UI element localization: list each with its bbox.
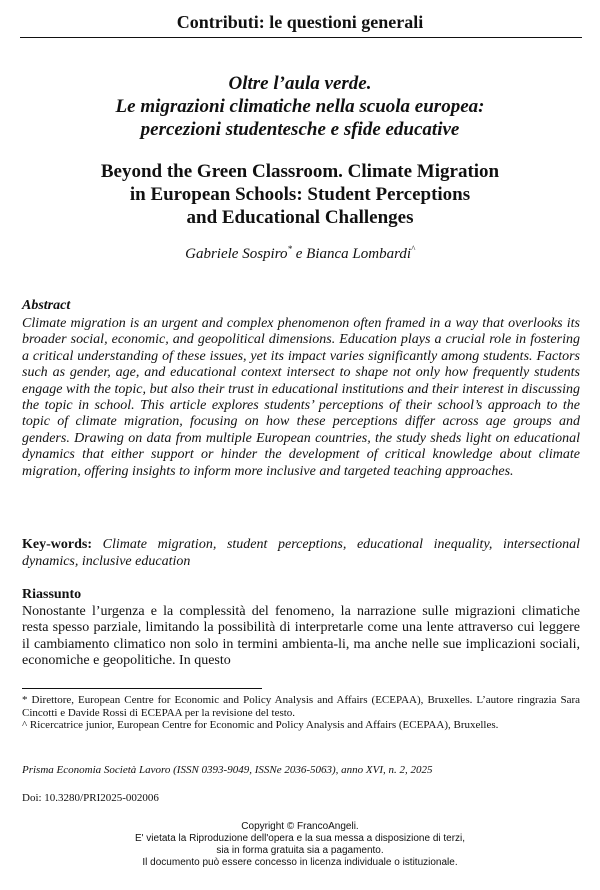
english-title-line-2: in European Schools: Student Perceptions	[129, 184, 471, 205]
italian-title	[0, 72, 600, 141]
footnote-divider	[22, 688, 262, 689]
riassunto-heading: Riassunto	[22, 587, 82, 602]
english-title	[0, 160, 600, 229]
copyright-line-2: E' vietata la Riproduzione dell'opera e la sua messa a disposizione di terzi,	[134, 833, 466, 844]
copyright-line-3: sia in forma gratuita sia a pagamento.	[216, 845, 384, 856]
keywords-paragraph	[22, 536, 580, 570]
abstract-heading: Abstract	[22, 298, 71, 313]
italian-title-line-3: percezioni studentesche e sfide educative	[140, 119, 460, 140]
abstract-text: Climate migration is an urgent and complex phenomenon often framed in a way that overlooks its broader social, economic, and geopolitical dimensions. Education plays a crucial role in fostering a critical understanding of these issues, yet its impact varies significantly among students. Factors such as gender, age, and educational context intersect to shape not only how frequently students engage with the topic, but also their trust in educational institutions and their interest in discussing the topic in school. This article explores students’ perceptions of their school’s approach to the topic of climate migration, focusing on how these perceptions differ across age groups and genders. Drawing on data from multiple European countries, the study sheds light on educational dynamics that either support or hinder the development of critical knowledge about climate migration, offering insights to inform more inclusive and targeted teaching approaches.	[22, 316, 580, 479]
footnote-2: ^ Ricercatrice junior, European Centre for Economic and Policy Analysis and Affairs (ECEPAA), Bruxelles.	[22, 719, 499, 731]
author-1-name: Gabriele Sospiro	[185, 246, 288, 262]
italian-title-line-2: Le migrazioni climatiche nella scuola europea:	[115, 96, 485, 117]
author-2-name: Bianca Lombardi	[306, 246, 412, 262]
italian-title-line-1: Oltre l’aula verde.	[228, 73, 372, 94]
footnote-1: * Direttore, European Centre for Economic and Policy Analysis and Affairs (ECEPAA), Bruxelles. L’autore ringrazia Sara Cincotti e Davide Rossi di ECEPAA per la revisione del testo.	[22, 694, 580, 719]
keywords-label: Key-words:	[22, 537, 92, 552]
riassunto-text: Nonostante l’urgenza e la complessità del fenomeno, la narrazione sulle migrazioni climatiche resta spesso parziale, limitando la possibilità di interpretarle come una lente attraverso cui leggere il cambiamento climatico non solo in termini ambienta-li, ma anche nelle sue implicazioni sociali, economiche e geopolitiche. In questo	[22, 604, 580, 669]
copyright-line-1: Copyright © FrancoAngeli.	[241, 821, 359, 832]
authors-conjunction: e	[292, 246, 307, 262]
keywords-text: Climate migration, student perceptions, educational inequality, intersectional dynamics, inclusive education	[22, 537, 580, 569]
copyright-line-4: Il documento può essere concesso in licenza individuale o istituzionale.	[142, 857, 458, 868]
english-title-line-1: Beyond the Green Classroom. Climate Migration	[100, 161, 500, 182]
footnotes	[22, 694, 580, 732]
author-2-footnote-mark: ^	[411, 244, 415, 254]
section-header: Contributi: le questioni generali	[176, 12, 424, 32]
journal-citation: Prisma Economia Società Lavoro (ISSN 0393-9049, ISSNe 2036-5063), anno XVI, n. 2, 2025	[22, 764, 433, 776]
doi-line: Doi: 10.3280/PRI2025-002006	[22, 792, 159, 804]
author-1-footnote-mark: *	[287, 244, 292, 254]
header-divider	[20, 37, 582, 38]
authors-line	[0, 244, 600, 263]
english-title-line-3: and Educational Challenges	[186, 207, 414, 228]
copyright-notice	[0, 821, 600, 869]
